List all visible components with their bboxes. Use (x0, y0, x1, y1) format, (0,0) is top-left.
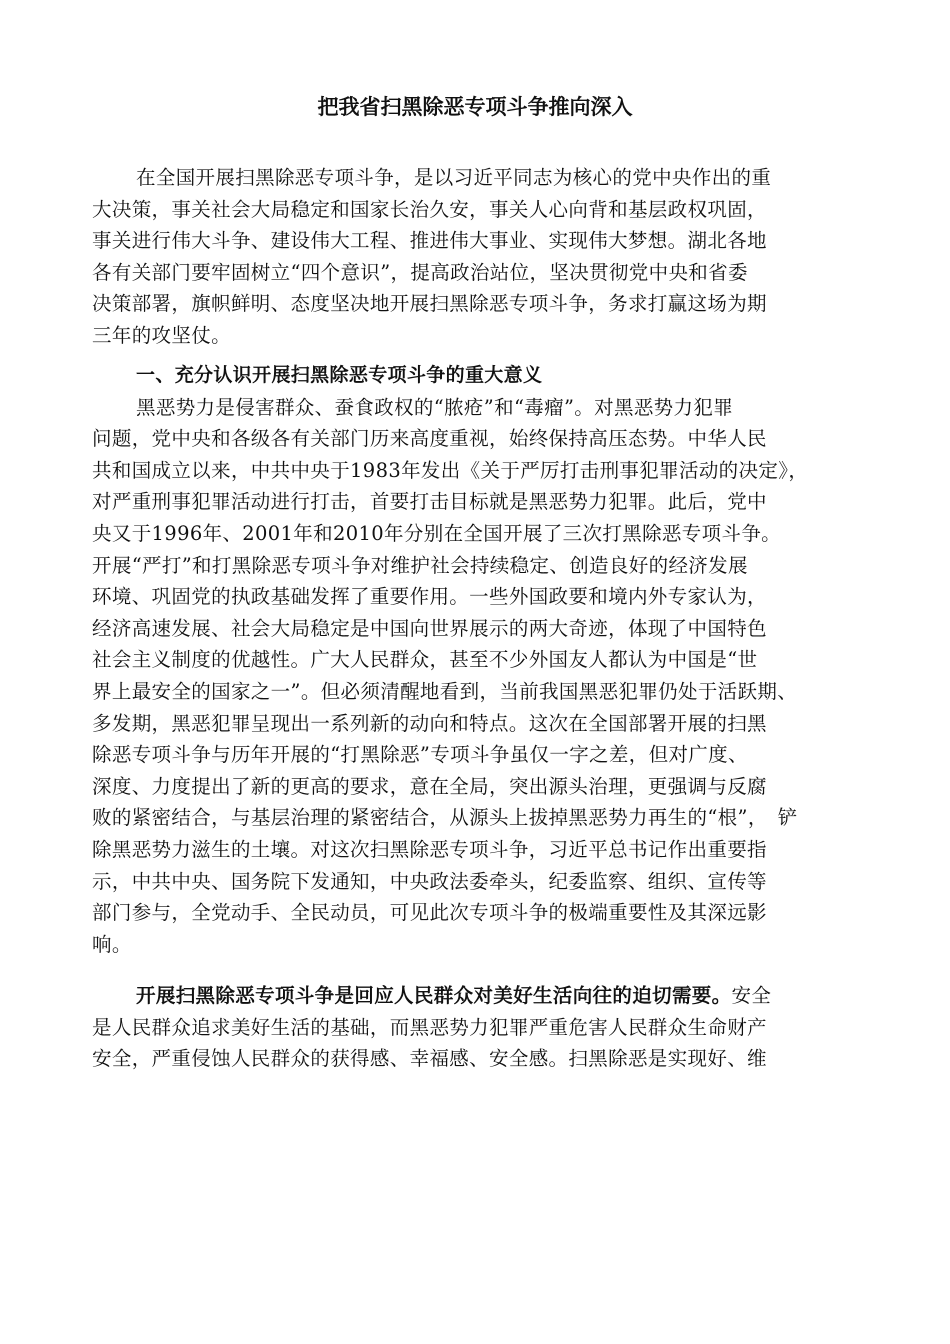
text-line: 开展“严打”和打黑除恶专项斗争对维护社会持续稳定、创造良好的经济发展 (92, 553, 748, 577)
text-line: 响。 (92, 932, 132, 956)
text-line: 各有关部门要牢固树立“四个意识”，提高政治站位，坚决贯彻党中央和省委 (92, 260, 748, 284)
text-line: 问题，党中央和各级各有关部门历来高度重视，始终保持高压态势。中华人民 (92, 427, 767, 451)
text-line: 对严重刑事犯罪活动进行打击，首要打击目标就是黑恶势力犯罪。此后，党中 (92, 490, 767, 514)
text-line: 深度、力度提出了新的更高的要求，意在全局，突出源头治理，更强调与反腐 (92, 774, 767, 798)
document-title: 把我省扫黑除恶专项斗争推向深入 (317, 95, 633, 119)
intro-paragraph (92, 162, 892, 352)
text-line: 安全，严重侵蚀人民群众的获得感、幸福感、安全感。扫黑除恶是实现好、维 (92, 1047, 767, 1071)
text-line: 除黑恶势力滋生的土壤。对这次扫黑除恶专项斗争，习近平总书记作出重要指 (92, 837, 767, 861)
text-line: 经济高速发展、社会大局稳定是中国向世界展示的两大奇迹，体现了中国特色 (92, 616, 767, 640)
text-line: 界上最安全的国家之一”。但必须清醒地看到，当前我国黑恶犯罪仍处于活跃期、 (92, 679, 798, 703)
text-line: 环境、巩固党的执政基础发挥了重要作用。一些外国政要和境内外专家认为， (92, 585, 767, 609)
text-line: 三年的攻坚仗。 (92, 323, 231, 347)
text-line: 社会主义制度的优越性。广大人民群众，甚至不少外国友人都认为中国是“世 (92, 648, 758, 672)
text-line: 共和国成立以来，中共中央于1983年发出《关于严厉打击刑事犯罪活动的决定》， (92, 458, 809, 482)
text-line: 示，中共中央、国务院下发通知，中央政法委牵头，纪委监察、组织、宣传等 (92, 869, 767, 893)
section-1 (92, 360, 892, 960)
text-line: 是人民群众追求美好生活的基础，而黑恶势力犯罪严重危害人民群众生命财产 (92, 1015, 767, 1039)
section-heading: 一、充分认识开展扫黑除恶专项斗争的重大意义 (136, 364, 543, 386)
text-line: 大决策，事关社会大局稳定和国家长治久安，事关人心向背和基层政权巩固， (92, 197, 767, 221)
text-line: 除恶专项斗争与历年开展的“打黑除恶”专项斗争虽仅一字之差，但对广度、 (92, 743, 748, 767)
text-line: 事关进行伟大斗争、建设伟大工程、推进伟大事业、实现伟大梦想。湖北各地 (92, 229, 767, 253)
text-line: 多发期，黑恶犯罪呈现出一系列新的动向和特点。这次在全国部署开展的扫黑 (92, 711, 767, 735)
text-line: 部门参与，全党动手、全民动员，可见此次专项斗争的极端重要性及其深远影 (92, 901, 767, 925)
text-line: 决策部署，旗帜鲜明、态度坚决地开展扫黑除恶专项斗争，务求打赢这场为期 (92, 292, 767, 316)
text-line: 败的紧密结合，与基层治理的紧密结合，从源头上拔掉黑恶势力再生的“根”， 铲 (92, 806, 798, 830)
paragraph-2 (92, 980, 892, 1075)
text-line: 在全国开展扫黑除恶专项斗争，是以习近平同志为核心的党中央作出的重 (136, 166, 772, 189)
paragraph-text: 安全 (731, 984, 772, 1007)
text-line: 黑恶势力是侵害群众、蚕食政权的“脓疮”和“毒瘤”。对黑恶势力犯罪 (136, 395, 734, 419)
text-line: 央又于1996年、2001年和2010年分别在全国开展了三次打黑除恶专项斗争。 (92, 521, 782, 545)
text-line (92, 980, 892, 1012)
paragraph-lead: 开展扫黑除恶专项斗争是回应人民群众对美好生活向往的迫切需要。 (136, 984, 732, 1007)
